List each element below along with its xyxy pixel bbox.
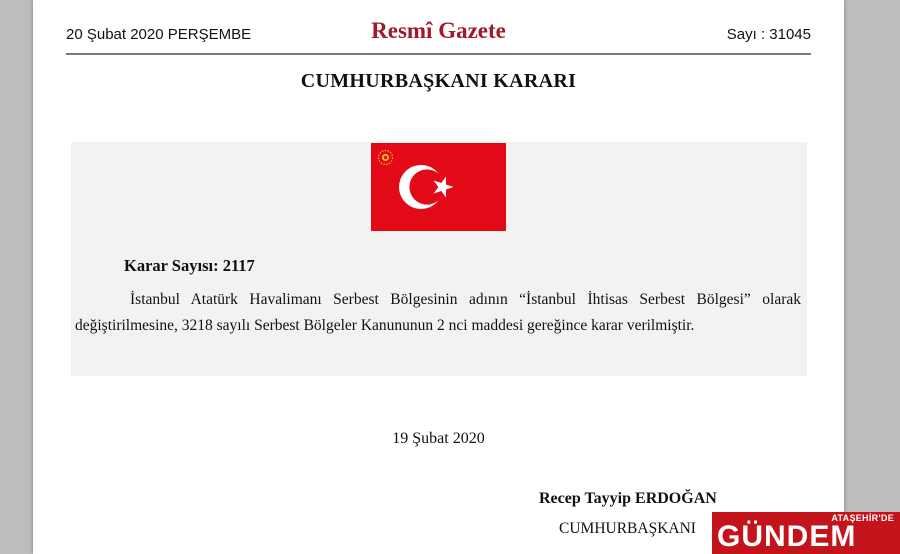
- gazette-page: [33, 0, 844, 554]
- header-divider: [66, 53, 811, 55]
- issue-number: Sayı : 31045: [726, 26, 811, 43]
- logo-wordmark: GÜNDEM: [717, 520, 857, 553]
- publication-date: 20 Şubat 2020 PERŞEMBE: [66, 26, 252, 43]
- signer-title: CUMHURBAŞKANI: [559, 520, 696, 537]
- gazette-header: [33, 0, 844, 52]
- news-site-logo: [712, 512, 900, 554]
- signature-date: 19 Şubat 2020: [392, 430, 485, 447]
- gazette-title: Resmî Gazete: [371, 18, 506, 43]
- decree-title: CUMHURBAŞKANI KARARI: [300, 70, 577, 92]
- turkish-flag-icon: [371, 143, 506, 231]
- decree-number: Karar Sayısı: 2117: [124, 256, 255, 275]
- logo-tagline: ATAŞEHİR'DE: [831, 513, 894, 523]
- signer-name: Recep Tayyip ERDOĞAN: [539, 490, 717, 507]
- decree-body: İstanbul Atatürk Havalimanı Serbest Bölgesinin adının “İstanbul İhtisas Serbest Bölgesi” olarak değiştirilmesine, 3218 sayılı Serbest Bölgeler Kanununun 2 nci maddesi gereğince karar verilmiştir.: [75, 291, 801, 334]
